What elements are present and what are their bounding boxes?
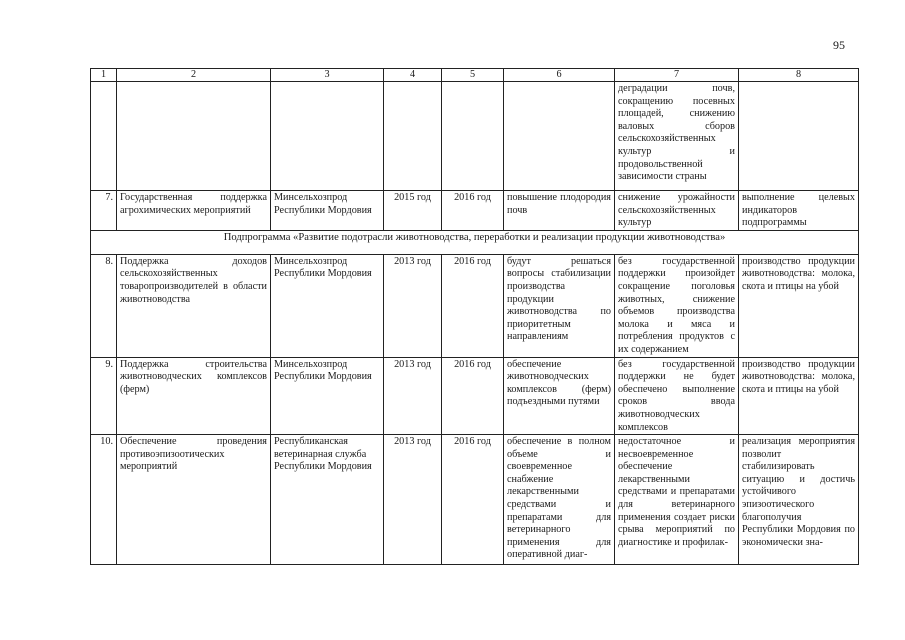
header-cell-8: 8: [739, 69, 859, 82]
cell-empty: [504, 82, 615, 191]
executor: Минсельхозпрод Республики Мордовия: [271, 191, 384, 231]
header-cell-5: 5: [442, 69, 504, 82]
measure-name: Государственная поддержка агрохимических мероприятий: [117, 191, 271, 231]
start-year: 2015 год: [384, 191, 442, 231]
indicators: выполнение целевых индикаторов подпрограммы: [739, 191, 859, 231]
consequences: снижение урожайности сельскохозяйственных культур: [615, 191, 739, 231]
header-cell-7: 7: [615, 69, 739, 82]
start-year: 2013 год: [384, 435, 442, 565]
cell-empty: [384, 82, 442, 191]
expected-result: обеспечение животноводческих комплексов (ферм) подъездными путями: [504, 357, 615, 435]
end-year: 2016 год: [442, 357, 504, 435]
executor: Минсельхозпрод Республики Мордовия: [271, 254, 384, 357]
executor: Республиканская ветеринарная служба Республики Мордовия: [271, 435, 384, 565]
indicators: реализация мероприятия позволит стабилизировать ситуацию и достичь устойчивого эпизоотического благополучия Республики Мордовия по экономически зна-: [739, 435, 859, 565]
cell-empty: [91, 82, 117, 191]
consequences: без государственной поддержки не будет обеспечено выполнение сроков ввода животноводческих комплексов: [615, 357, 739, 435]
subprogram-title: Подпрограмма «Развитие подотрасли животноводства, переработки и реализации продукции животноводства»: [91, 230, 859, 254]
end-year: 2016 год: [442, 435, 504, 565]
header-cell-6: 6: [504, 69, 615, 82]
measure-name: Поддержка строительства животноводческих комплексов (ферм): [117, 357, 271, 435]
cell-empty: [442, 82, 504, 191]
indicators: производство продукции животноводства: молока, скота и птицы на убой: [739, 254, 859, 357]
consequences: недостаточное и несвоевременное обеспечение лекарственными средствами и препаратами для ветеринарного применения создает риски срыва мероприятий по диагностике и профилак-: [615, 435, 739, 565]
continuation-consequences: деградации почв, сокращению посевных площадей, снижению валовых сборов сельскохозяйственных культур и продовольственной зависимости страны: [615, 82, 739, 191]
table-row: [91, 357, 859, 435]
subprogram-row: [91, 230, 859, 254]
table-row: [91, 435, 859, 565]
header-cell-2: 2: [117, 69, 271, 82]
header-cell-3: 3: [271, 69, 384, 82]
end-year: 2016 год: [442, 191, 504, 231]
start-year: 2013 год: [384, 254, 442, 357]
measure-name: Обеспечение проведения противоэпизоотических мероприятий: [117, 435, 271, 565]
header-cell-1: 1: [91, 69, 117, 82]
continuation-row: [91, 82, 859, 191]
expected-result: обеспечение в полном объеме и своевременное снабжение лекарственными средствами и препаратами для ветеринарного применения для оперативной диаг-: [504, 435, 615, 565]
consequences: без государственной поддержки произойдет сокращение поголовья животных, снижение объемов производства молока и мяса и потребления продуктов с их содержанием: [615, 254, 739, 357]
expected-result: повышение плодородия почв: [504, 191, 615, 231]
row-number: 8.: [91, 254, 117, 357]
row-number: 7.: [91, 191, 117, 231]
executor: Минсельхозпрод Республики Мордовия: [271, 357, 384, 435]
cell-empty: [117, 82, 271, 191]
cell-empty: [739, 82, 859, 191]
table-row: [91, 254, 859, 357]
end-year: 2016 год: [442, 254, 504, 357]
expected-result: будут решаться вопросы стабилизации производства продукции животноводства по приоритетным направлениям: [504, 254, 615, 357]
measures-table: [90, 68, 859, 565]
start-year: 2013 год: [384, 357, 442, 435]
row-number: 10.: [91, 435, 117, 565]
table-row: [91, 191, 859, 231]
measure-name: Поддержка доходов сельскохозяйственных товаропроизводителей в области животноводства: [117, 254, 271, 357]
row-number: 9.: [91, 357, 117, 435]
header-cell-4: 4: [384, 69, 442, 82]
indicators: производство продукции животноводства: молока, скота и птицы на убой: [739, 357, 859, 435]
cell-empty: [271, 82, 384, 191]
page-number: 95: [833, 38, 845, 52]
header-row: [91, 69, 859, 82]
